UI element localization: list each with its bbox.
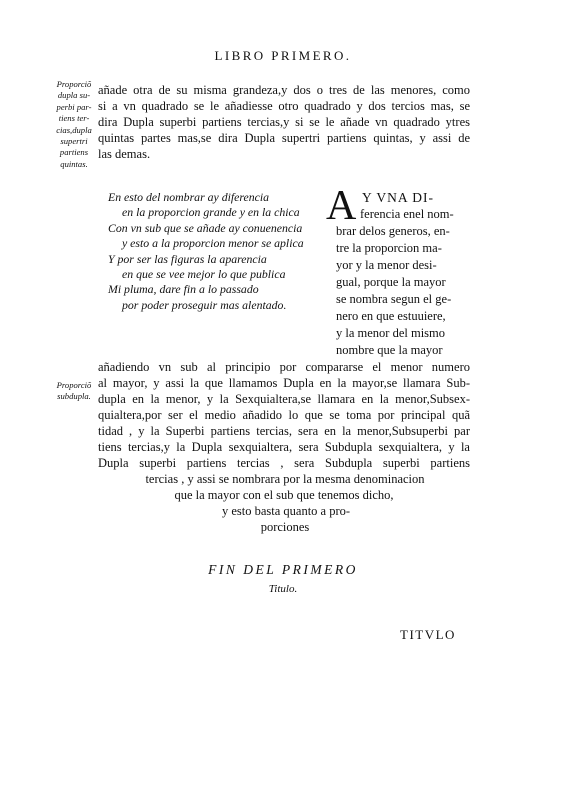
margin-note-line: supertri (60, 136, 88, 147)
column-line: ferencia enel nom- (360, 207, 454, 221)
margin-note-line: quintas. (60, 158, 88, 169)
verse-line: Y por ser las figuras la aparencia (108, 251, 267, 266)
column-line: nombre que la mayor (336, 343, 443, 357)
text-line: tiens tercias,y la Dupla sexquialtera, sera Subdupla sexquialtera, y la (98, 440, 470, 454)
text-line: añade otra de su misma grandeza,y dos o tres de las menores, como (98, 83, 470, 97)
verse-line: por poder proseguir mas alentado. (122, 297, 287, 312)
verse-line: en que se vee mejor lo que publica (122, 267, 286, 282)
running-header: LIBRO PRIMERO. (214, 48, 352, 63)
text-line: quialtera,por ser el medio añadido lo que se toma por principal quã (98, 408, 470, 422)
paragraph-tail-taper (0, 471, 566, 535)
column-line: nero en que estuuiere, (336, 309, 446, 323)
paragraph-proporciones-dupla (98, 82, 470, 162)
paragraph-subdupla (98, 359, 470, 471)
margin-note-line: cias,dupla (56, 124, 92, 135)
margin-note-line: Proporciõ (56, 79, 92, 89)
text-line: tercias , y assi se nombrara por la mesma denominacion (145, 472, 425, 486)
column-line: se nombra segun el ge- (336, 292, 452, 306)
text-line: quintas partes mas,se dira Dupla supertri partiens quintas, y assi de (98, 131, 470, 145)
text-line: si a vn quadrado se le añadiesse otro quadrado y dos tercios mas, se (98, 99, 470, 113)
column-line: brar delos generos, en- (336, 224, 450, 238)
margin-note-subdupla (52, 380, 96, 403)
text-line: porciones (260, 520, 310, 534)
column-line: tre la proporcion ma- (336, 241, 442, 255)
column-line: gual, porque la mayor (336, 275, 446, 289)
column-line: yor y la menor desi- (336, 258, 437, 272)
column-line: y la menor del mismo (336, 326, 446, 340)
margin-note-line: subdupla. (57, 391, 91, 402)
text-line: tidad , y la Superbi partiens tercias, sera en la menor,Subsuperbi par (98, 424, 470, 438)
text-line: añadiendo vn sub al principio por compararse el menor numero (98, 360, 470, 374)
margin-note-line: perbi par- (56, 101, 92, 112)
section-end-title: FIN DEL PRIMERO (208, 562, 358, 577)
margin-note-line: partiens (59, 147, 89, 158)
section-end-subtitle: Titulo. (268, 583, 298, 595)
verse-stanza (108, 190, 304, 313)
catchword: TITVLO (400, 627, 456, 642)
margin-note-dupla (50, 79, 98, 170)
verse-line: En esto del nombrar ay diferencia (108, 190, 270, 204)
text-line: que la mayor con el sub que tenemos dicho, (174, 488, 394, 502)
margin-note-line: Proporciõ (56, 380, 92, 390)
margin-note-line: tiens ter- (58, 113, 90, 124)
text-line: y esto basta quanto a pro- (221, 504, 351, 518)
text-line: dira Dupla superbi partiens tercias,y si se le añade vn quadrado ytres (98, 115, 470, 129)
column-line: Y VNA DI- (362, 190, 434, 205)
margin-note-line: dupla su- (57, 90, 91, 101)
verse-line: Mi pluma, dare fin a lo passado (108, 282, 259, 297)
text-line: al mayor, y assi la que llamamos Dupla en la mayor,se llamara Sub- (98, 376, 470, 390)
text-line: Dupla superbi partiens tercias , sera Subdupla superbi partiens (98, 456, 470, 470)
text-line: dupla en la menor, y la Sexquialtera,se llamara en la menor,Subsex- (98, 392, 470, 406)
verse-line: en la proporcion grande y en la chica (122, 205, 300, 220)
verse-line: Con vn sub que se añade ay conuenencia (108, 220, 303, 235)
drop-cap: A (326, 183, 357, 229)
verse-line: y esto a la proporcion menor se aplica (122, 236, 304, 251)
text-line: las demas. (98, 147, 151, 161)
